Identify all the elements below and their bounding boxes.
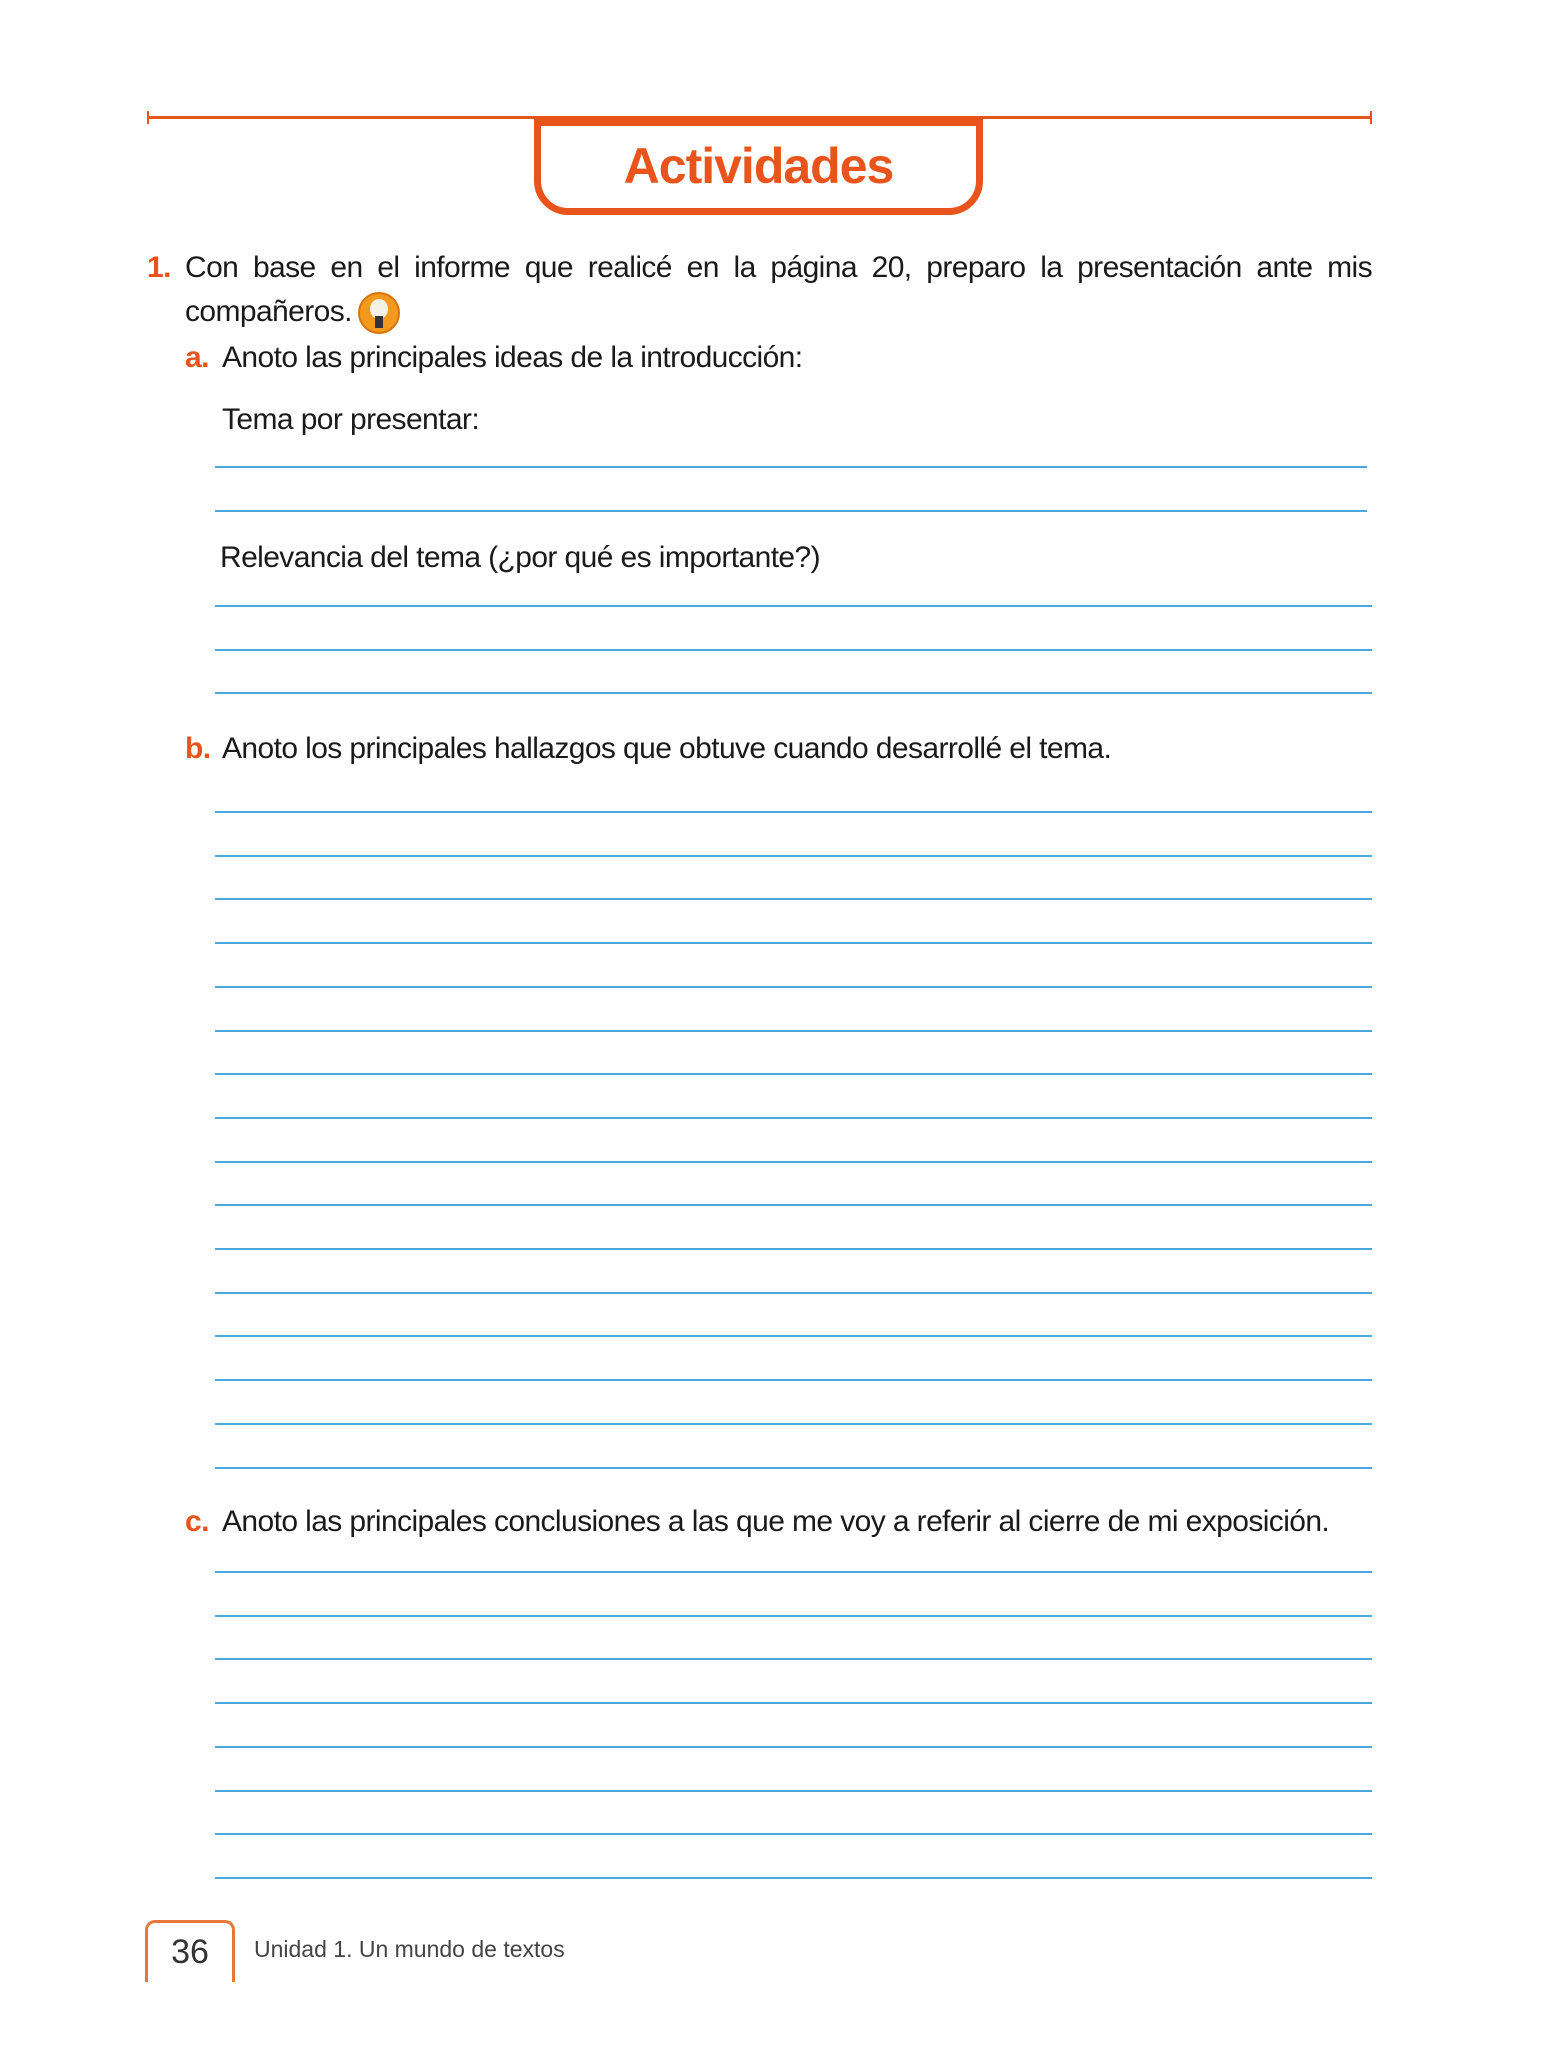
findings-answer-line[interactable] <box>215 1030 1372 1032</box>
relevance-label: Relevancia del tema (¿por qué es importante?) <box>220 541 820 574</box>
findings-answer-line[interactable] <box>215 1248 1372 1250</box>
page-number: 36 <box>145 1920 235 1982</box>
conclusions-answer-line[interactable] <box>215 1877 1372 1879</box>
topic-label: Tema por presentar: <box>222 403 480 436</box>
topic-answer-line[interactable] <box>215 510 1367 512</box>
relevance-answer-line[interactable] <box>215 649 1372 651</box>
conclusions-answer-line[interactable] <box>215 1702 1372 1704</box>
findings-answer-line[interactable] <box>215 811 1372 813</box>
relevance-answer-line[interactable] <box>215 692 1372 694</box>
unit-title: Unidad 1. Un mundo de textos <box>254 1936 565 1962</box>
findings-answer-line[interactable] <box>215 1161 1372 1163</box>
part-b-label: b. <box>185 732 211 765</box>
activity-instruction: Con base en el informe que realicé en la página 20, preparo la presentación ante mis <box>185 251 1372 284</box>
findings-answer-line[interactable] <box>215 855 1372 857</box>
page-title: Actividades <box>623 138 894 194</box>
conclusions-answer-line[interactable] <box>215 1790 1372 1792</box>
findings-answer-line[interactable] <box>215 1073 1372 1075</box>
relevance-answer-line[interactable] <box>215 605 1372 607</box>
part-a-label: a. <box>185 341 209 374</box>
part-c-text: Anoto las principales conclusiones a las que me voy a referir al cierre de mi exposición. <box>222 1505 1330 1538</box>
activity-number: 1. <box>147 251 171 284</box>
findings-answer-line[interactable] <box>215 986 1372 988</box>
findings-answer-line[interactable] <box>215 898 1372 900</box>
lightbulb-icon <box>358 292 400 334</box>
findings-answer-line[interactable] <box>215 1117 1372 1119</box>
conclusions-answer-line[interactable] <box>215 1571 1372 1573</box>
findings-answer-line[interactable] <box>215 1292 1372 1294</box>
findings-answer-line[interactable] <box>215 1379 1372 1381</box>
findings-answer-line[interactable] <box>215 942 1372 944</box>
conclusions-answer-line[interactable] <box>215 1833 1372 1835</box>
conclusions-answer-line[interactable] <box>215 1746 1372 1748</box>
findings-answer-line[interactable] <box>215 1335 1372 1337</box>
topic-answer-line[interactable] <box>215 466 1367 468</box>
findings-answer-line[interactable] <box>215 1467 1372 1469</box>
findings-answer-line[interactable] <box>215 1204 1372 1206</box>
conclusions-answer-line[interactable] <box>215 1615 1372 1617</box>
conclusions-answer-line[interactable] <box>215 1658 1372 1660</box>
section-tab <box>534 116 983 215</box>
part-a-text: Anoto las principales ideas de la introducción: <box>222 341 803 374</box>
findings-answer-line[interactable] <box>215 1423 1372 1425</box>
part-b-text: Anoto los principales hallazgos que obtuve cuando desarrollé el tema. <box>222 732 1112 765</box>
part-c-label: c. <box>185 1505 209 1538</box>
activity-instruction-cont: compañeros. <box>185 290 400 334</box>
